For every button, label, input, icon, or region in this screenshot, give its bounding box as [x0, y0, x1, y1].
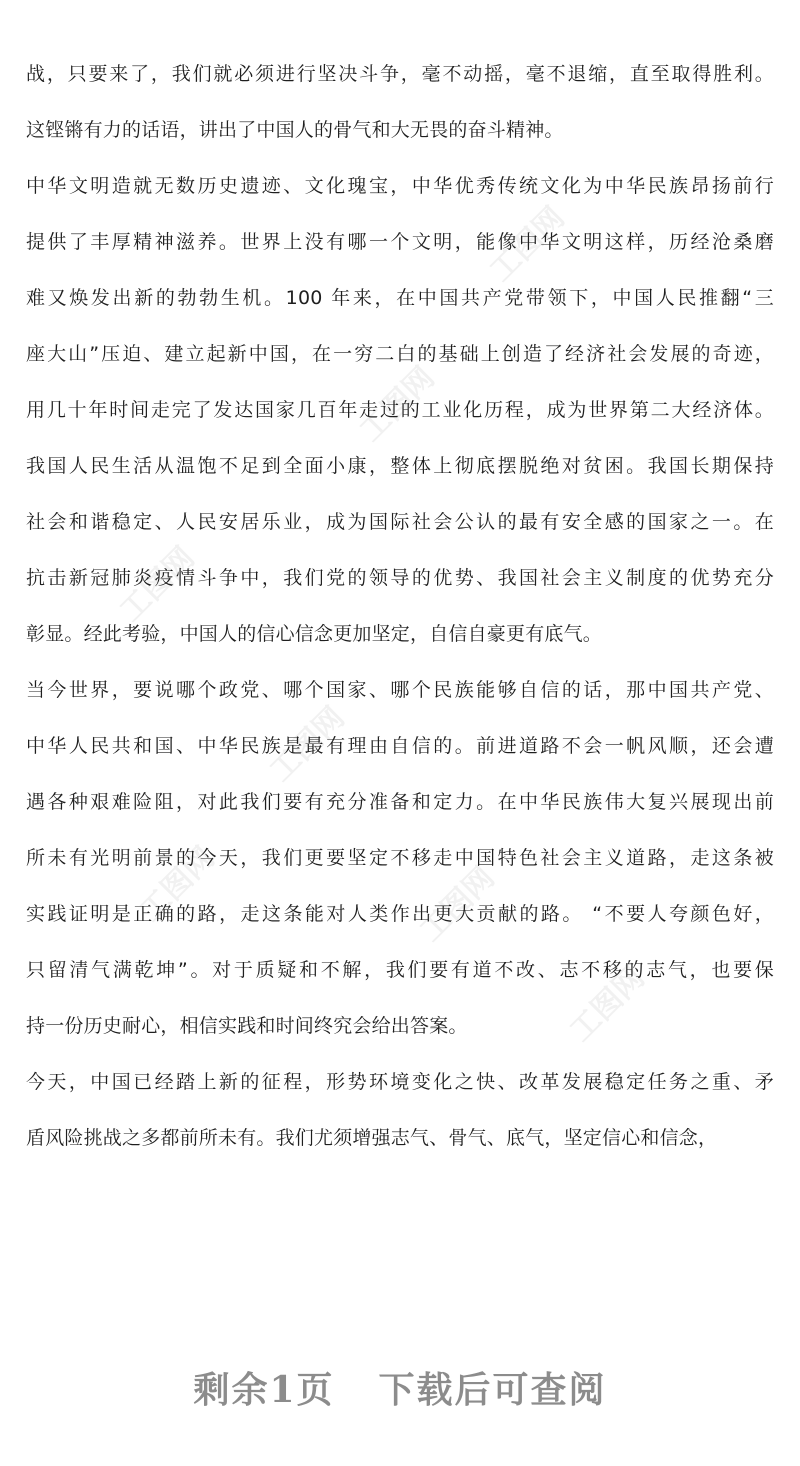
- remaining-pages-label: 剩余1页: [193, 1369, 335, 1411]
- watermark-text: 工图网: [113, 540, 202, 629]
- paragraph-1: [26, 60, 774, 144]
- text-line: 盾风险挑战之多都前所未有。我们尤须增强志气、骨气、底气，坚定信心和信念，: [26, 1127, 718, 1149]
- text-line: 社会和谐稳定、人民安居乐业，成为国际社会公认的最有安全感的国家之一。在: [26, 511, 774, 533]
- text-line: 今天，中国已经踏上新的征程，形势环境变化之快、改革发展稳定任务之重、矛: [26, 1071, 774, 1093]
- watermark-text: 工图网: [133, 840, 222, 929]
- text-line: 难又焕发出新的勃勃生机。100 年来，在中国共产党带领下，中国人民推翻“三: [26, 287, 774, 309]
- text-line: 中华人民共和国、中华民族是最有理由自信的。前进道路不会一帆风顺，还会遭: [26, 735, 774, 757]
- watermark-text: 工图网: [413, 860, 502, 949]
- watermark-text: 工图网: [563, 960, 652, 1049]
- text-line: 只留清气满乾坤”。对于质疑和不解，我们要有道不改、志不移的志气，也要保: [26, 959, 774, 981]
- paragraph-4: [26, 1068, 774, 1152]
- text-line: 提供了丰厚精神滋养。世界上没有哪一个文明，能像中华文明这样，历经沧桑磨: [26, 231, 774, 253]
- text-line: 彰显。经此考验，中国人的信心信念更加坚定，自信自豪更有底气。: [26, 623, 603, 645]
- text-line: 用几十年时间走完了发达国家几百年走过的工业化历程，成为世界第二大经济体。: [26, 399, 774, 421]
- watermark-text: 工图网: [483, 200, 572, 289]
- paragraph-2: [26, 172, 774, 648]
- download-prompt[interactable]: [0, 1362, 800, 1413]
- text-line: 座大山”压迫、建立起新中国，在一穷二白的基础上创造了经济社会发展的奇迹，: [26, 343, 774, 365]
- paragraph-3: [26, 676, 774, 1040]
- text-line: 我国人民生活从温饱不足到全面小康，整体上彻底摆脱绝对贫困。我国长期保持: [26, 455, 774, 477]
- text-line: 这铿锵有力的话语，讲出了中国人的骨气和大无畏的奋斗精神。: [26, 119, 564, 141]
- watermark-text: 工图网: [353, 360, 442, 449]
- watermark-text: 工图网: [263, 700, 352, 789]
- text-line: 实践证明是正确的路，走这条能对人类作出更大贡献的路。 “不要人夸颜色好，: [26, 903, 774, 925]
- text-line: 所未有光明前景的今天，我们更要坚定不移走中国特色社会主义道路，走这条被: [26, 847, 774, 869]
- text-line: 战，只要来了，我们就必须进行坚决斗争，毫不动摇，毫不退缩，直至取得胜利。: [26, 63, 774, 85]
- text-line: 中华文明造就无数历史遗迹、文化瑰宝，中华优秀传统文化为中华民族昂扬前行: [26, 175, 774, 197]
- text-line: 抗击新冠肺炎疫情斗争中，我们党的领导的优势、我国社会主义制度的优势充分: [26, 567, 774, 589]
- text-line: 持一份历史耐心，相信实践和时间终究会给出答案。: [26, 1015, 468, 1037]
- download-hint-label: 下载后可查阅: [378, 1369, 607, 1411]
- text-line: 当今世界，要说哪个政党、哪个国家、哪个民族能够自信的话，那中国共产党、: [26, 679, 774, 701]
- text-line: 遇各种艰难险阻，对此我们要有充分准备和定力。在中华民族伟大复兴展现出前: [26, 791, 774, 813]
- article-body: [26, 60, 774, 1180]
